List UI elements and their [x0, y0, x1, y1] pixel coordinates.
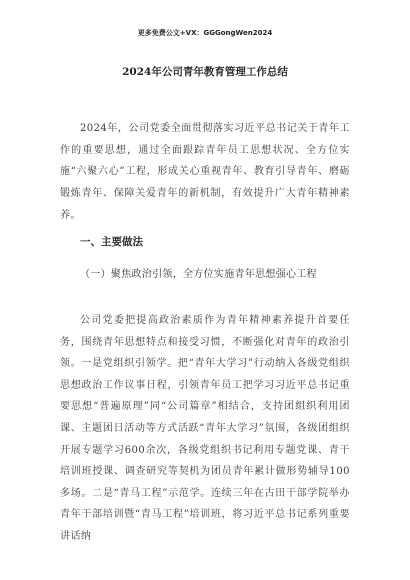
section-heading: 一、主要做法	[80, 236, 143, 248]
body-paragraph: 公司党委把提高政治素质作为青年精神素养提升首要任务，围绕青年思想特点和接受习惯，不断强化对青年的政治引领。一是党组织引领学。把“青年大学习”行动纳入各级党组织思想政治工作议事日程，引领青年员工把学习习近平总书记重要思想“普遍原理”同“公司篇章”相结合，支持团组织利用团课、主题团日活动等方式活跃“青年大学习”氛围，各级团组织开展专题学习600余次，各级党组织书记利用专题党课、青干培训班授课、调查研究等契机为团员青年累计做形势辅导100多场。二是“青马工程”示范学。连续三年在古田干部学院举办青年干部培训暨“青马工程”培训班，将习近平总书记系列重要讲话纳	[60, 315, 350, 542]
intro-paragraph: 2024年，公司党委全面贯彻落实习近平总书记关于青年工作的重要思想，通过全面跟踪青年员工思想状况、全方位实施“六聚六心”工程，形成关心重视青年、教育引导青年、磨砺锻炼青年、保障关爱青年的新机制，有效提升广大青年精神素养。	[60, 123, 350, 221]
subsection-heading: （一）聚焦政治引领，全方位实施青年思想强心工程	[80, 269, 317, 280]
header-note: 更多免费公文+VX：GGGongWen2024	[137, 29, 273, 37]
document-title: 2024年公司青年教育管理工作总结	[122, 66, 288, 78]
